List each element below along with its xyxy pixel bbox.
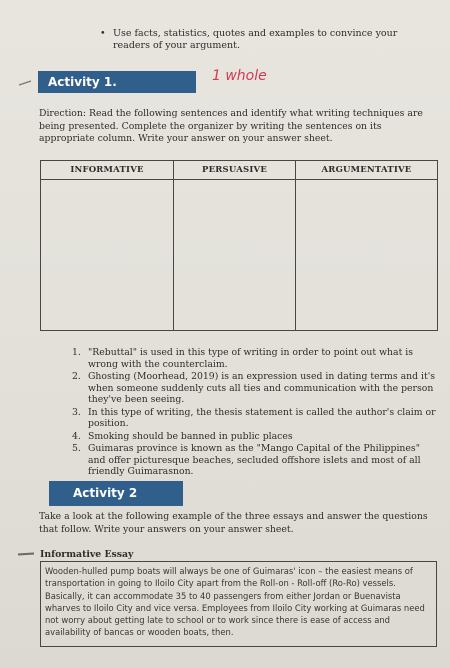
list-item: 1. "Rebuttal" is used in this type of writing in order to point out what is wrong with the counterclaim. bbox=[72, 347, 414, 370]
list-item: 4. Smoking should be banned in public places bbox=[72, 430, 293, 442]
graphic-organizer bbox=[40, 160, 438, 331]
organizer-header: PERSUASIVE bbox=[174, 161, 295, 180]
organizer-header: INFORMATIVE bbox=[41, 161, 173, 180]
organizer-column-informative bbox=[41, 161, 174, 330]
bullet-text: Use facts, statistics, quotes and examples to convince your readers of your argument. bbox=[113, 28, 398, 51]
pen-mark-icon bbox=[18, 80, 32, 86]
essay-title: Informative Essay bbox=[40, 549, 134, 560]
organizer-header: ARGUMENTATIVE bbox=[296, 161, 437, 180]
activity1-direction: Direction: Read the following sentences and identify what writing techniques are being presented. Complete the organizer by writing the sentences on its appropriate column. Write your answer on your answer sheet. bbox=[39, 108, 423, 144]
bullet-point bbox=[100, 28, 435, 52]
list-item: 5. Guimaras province is known as the "Mango Capital of the Philippines" and offer picturesque beaches, secluded offshore islets and most of all friendly Guimarasnon. bbox=[72, 443, 421, 477]
organizer-column-persuasive bbox=[174, 161, 296, 330]
list-item: 3. In this type of writing, the thesis statement is called the author's claim or position. bbox=[72, 406, 436, 429]
list-item-text: In this type of writing, the thesis statement is called the author's claim or position. bbox=[88, 406, 436, 429]
activity1-banner: Activity 1. bbox=[38, 71, 196, 93]
list-item-text: "Rebuttal" is used in this type of writing in order to point out what is wrong with the counterclaim. bbox=[88, 347, 414, 370]
activity2-intro: Take a look at the following example of the three essays and answer the questions that follow. Write your answers on your answer sheet. bbox=[39, 511, 428, 535]
organizer-column-argumentative bbox=[296, 161, 437, 330]
activity2-banner: Activity 2 bbox=[49, 481, 183, 506]
list-item-text: Guimaras province is known as the "Mango Capital of the Philippines" and offer picturesque beaches, secluded offshore islets and most of all friendly Guimarasnon. bbox=[88, 443, 421, 477]
sentence-list bbox=[72, 347, 437, 479]
list-item-text: Ghosting (Moorhead, 2019) is an expression used in dating terms and it's when someone suddenly cuts all ties and communication with the person they've been seeing. bbox=[88, 371, 436, 405]
handwritten-note: 1 whole bbox=[212, 68, 267, 84]
essay-text-box: Wooden-hulled pump boats will always be one of Guimaras' icon – the easiest means of transportation in going to Iloilo City apart from the Roll-on - Roll-off (Ro-Ro) vessels. Basically, it can accommodate 35 to 40 passengers from either Jordan or Buenavista wharves to Iloilo City and vice versa. Employees from Iloilo City working at Guimaras need not worry about getting late to school or to work since there is ease of access and availability of bancas or wooden boats, then. bbox=[40, 561, 437, 647]
bullet-icon: • bbox=[100, 28, 106, 39]
pen-dash-icon bbox=[18, 552, 34, 555]
list-item-text: Smoking should be banned in public places bbox=[88, 430, 293, 442]
list-item: 2. Ghosting (Moorhead, 2019) is an expression used in dating terms and it's when someone suddenly cuts all ties and communication with the person they've been seeing. bbox=[72, 371, 436, 405]
